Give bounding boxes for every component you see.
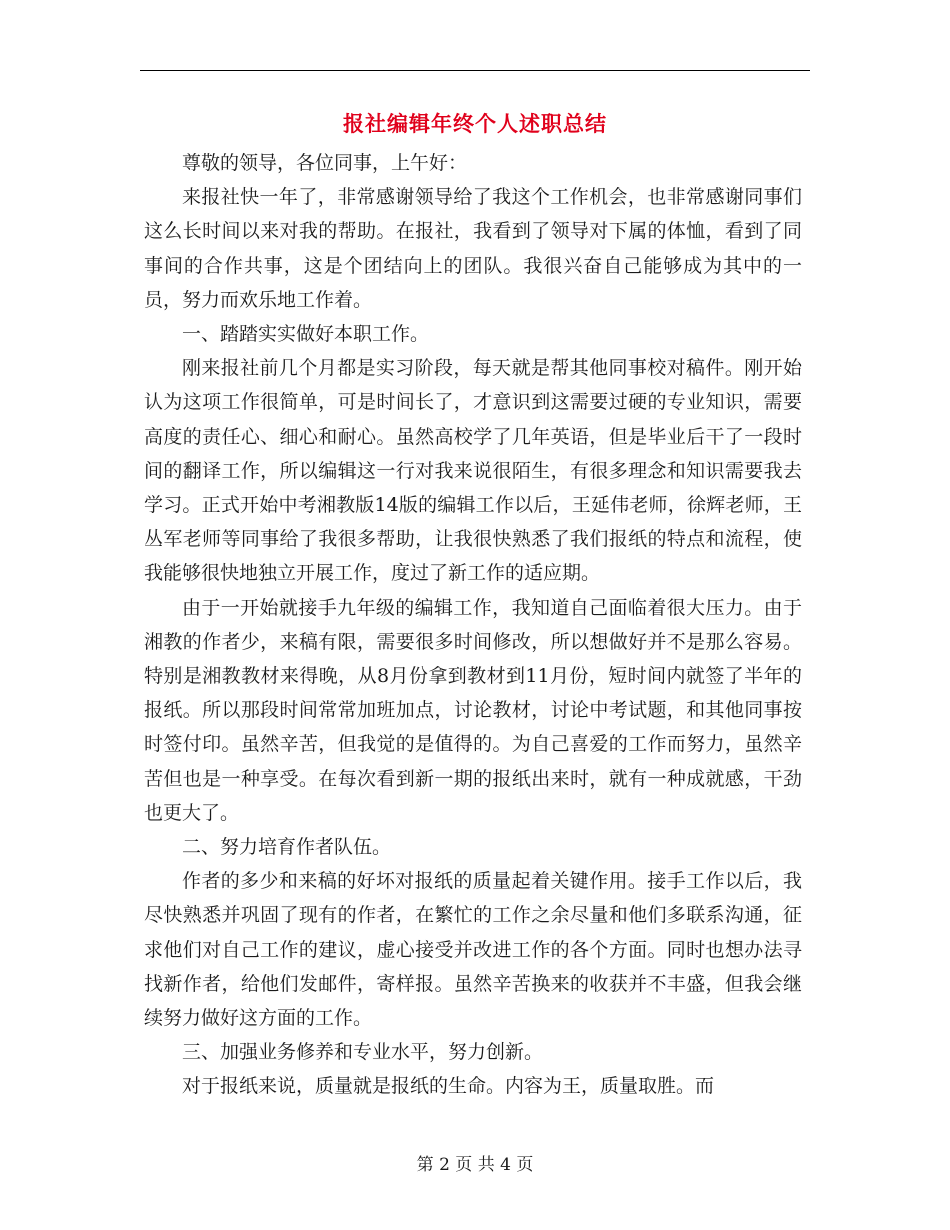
paragraph-section-1-a: 刚来报社前几个月都是实习阶段，每天就是帮其他同事校对稿件。刚开始认为这项工作很简单，可是时间长了，才意识到这需要过硬的专业知识，需要高度的责任心、细心和耐心。虽然高校学了几年英语，但是毕业后干了一段时间的翻译工作，所以编辑这一行对我来说很陌生，有很多理念和知识需要我去学习。正式开始中考湘教版14版的编辑工作以后，王延伟老师，徐辉老师，王丛军老师等同事给了我很多帮助，让我很快熟悉了我们报纸的特点和流程，使我能够很快地独立开展工作，度过了新工作的适应期。: [144, 357, 802, 585]
paragraph-greeting: 尊敬的领导，各位同事，上午好：: [182, 152, 468, 174]
paragraph-section-3: 对于报纸来说，质量就是报纸的生命。内容为王，质量取胜。而: [182, 1075, 715, 1098]
page-number-label: 第 2 页 共 4 页: [416, 1155, 534, 1175]
section-heading-1: 一、踏踏实实做好本职工作。: [182, 323, 430, 346]
paragraph-section-2: 作者的多少和来稿的好坏对报纸的质量起着关键作用。接手工作以后，我尽快熟悉并巩固了现有的作者，在繁忙的工作之余尽量和他们多联系沟通，征求他们对自己工作的建议，虚心接受并改进工作的各个方面。同时也想办法寻找新作者，给他们发邮件，寄样报。虽然辛苦换来的收获并不丰盛，但我会继续努力做好这方面的工作。: [144, 870, 802, 1030]
header-rule: [140, 70, 810, 71]
page-footer: [0, 1153, 950, 1177]
document-body: [144, 146, 802, 1104]
section-heading-2: 二、努力培育作者队伍。: [182, 836, 392, 859]
document-title: 报社编辑年终个人述职总结: [343, 111, 607, 136]
paragraph-intro: 来报社快一年了，非常感谢领导给了我这个工作机会，也非常感谢同事们这么长时间以来对我的帮助。在报社，我看到了领导对下属的体恤，看到了同事间的合作共事，这是个团结向上的团队。我很兴奋自己能够成为其中的一员，努力而欢乐地工作着。: [144, 186, 802, 311]
paragraph-section-1-b: 由于一开始就接手九年级的编辑工作，我知道自己面临着很大压力。由于湘教的作者少，来稿有限，需要很多时间修改，所以想做好并不是那么容易。特别是湘教教材来得晚，从8月份拿到教材到11月份，短时间内就签了半年的报纸。所以那段时间常常加班加点，讨论教材，讨论中考试题，和其他同事按时签付印。虽然辛苦，但我觉的是值得的。为自己喜爱的工作而努力，虽然辛苦但也是一种享受。在每次看到新一期的报纸出来时，就有一种成就感，干劲也更大了。: [144, 596, 802, 824]
section-heading-3: 三、加强业务修养和专业水平，努力创新。: [182, 1041, 544, 1064]
